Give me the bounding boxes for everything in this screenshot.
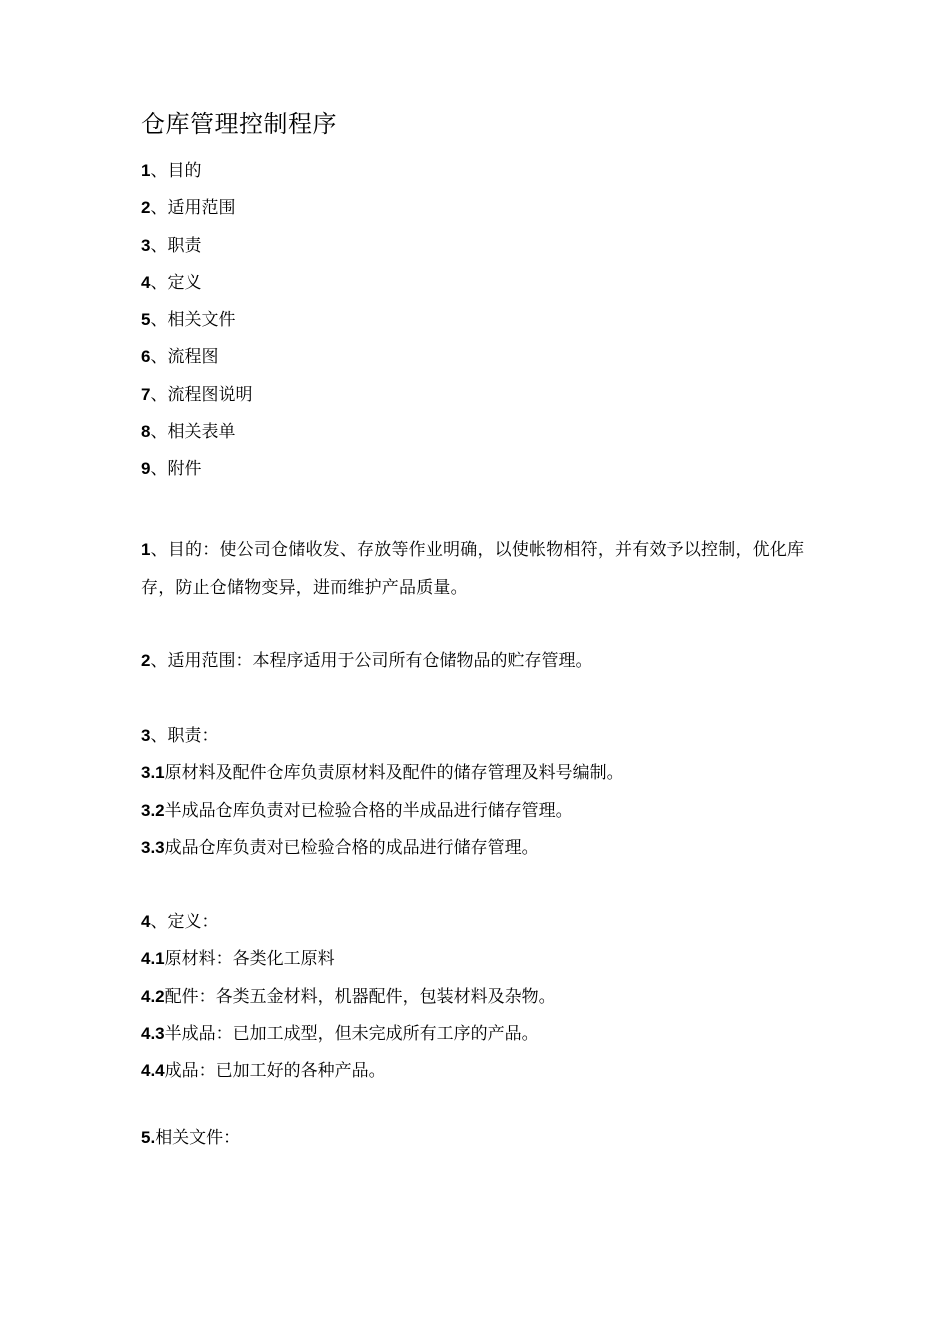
definition-item: [141, 1056, 841, 1093]
section-number: 3: [141, 726, 151, 745]
section-purpose-paragraph: [141, 531, 831, 607]
item-text: 配件：各类五金材料，机器配件，包装材料及杂物。: [164, 986, 556, 1007]
toc-number: 8: [141, 422, 151, 442]
section-responsibilities: [141, 721, 841, 870]
item-text: 原材料及配件仓库负责原材料及配件的储存管理及料号编制。: [164, 763, 624, 784]
item-text: 成品：已加工好的各种产品。: [164, 1061, 386, 1082]
section-number: 5.: [141, 1128, 156, 1147]
toc-item: [141, 342, 252, 379]
definition-item: [141, 982, 841, 1019]
item-number: 4.1: [141, 949, 165, 969]
section-purpose: [141, 531, 841, 607]
toc-item: [141, 454, 252, 491]
item-number: 4.3: [141, 1023, 165, 1043]
toc-item: [141, 380, 252, 417]
toc-item: [141, 268, 252, 305]
item-text: 半成品：已加工成型，但未完成所有工序的产品。: [164, 1023, 539, 1044]
toc-number: 6: [141, 347, 151, 367]
section-heading: [141, 721, 841, 758]
item-number: 3.1: [141, 763, 165, 783]
item-text: 成品仓库负责对已检验合格的成品进行储存管理。: [164, 837, 539, 858]
section-related-documents: [141, 1123, 841, 1160]
section-heading-text: 、定义：: [150, 912, 219, 932]
section-purpose-text: 、目的：使公司仓储收发、存放等作业明确，以使帐物相符，并有效予以控制，优化库存，防止仓储物变异，进而维护产品质量。: [141, 540, 805, 598]
toc-item: [141, 193, 252, 230]
item-text: 半成品仓库负责对已检验合格的半成品进行储存管理。: [164, 800, 573, 821]
toc-number: 1: [141, 161, 151, 180]
toc-label: 、流程图说明: [150, 384, 253, 405]
section-scope-text: 、适用范围：本程序适用于公司所有仓储物品的贮存管理。: [150, 651, 593, 671]
item-number: 4.4: [141, 1061, 165, 1081]
toc-label: 、流程图: [150, 347, 219, 368]
toc-number: 7: [141, 384, 151, 404]
toc-number: 2: [141, 198, 151, 218]
section-heading-text: 相关文件：: [155, 1128, 241, 1148]
toc-label: 、相关文件: [150, 310, 236, 331]
section-heading: [141, 1123, 841, 1160]
toc-number: 9: [141, 459, 151, 479]
section-number: 4: [141, 912, 151, 931]
toc-label: 、适用范围: [150, 198, 236, 219]
section-definitions: [141, 907, 841, 1093]
toc-item: [141, 156, 252, 193]
toc-label: 、职责: [150, 235, 202, 256]
item-number: 3.2: [141, 800, 165, 820]
toc-label: 、附件: [150, 459, 202, 480]
section-scope: [141, 646, 841, 683]
toc-number: 3: [141, 235, 151, 255]
toc-label: 、相关表单: [150, 422, 236, 443]
responsibility-item: [141, 796, 841, 833]
document-title: 仓库管理控制程序: [141, 110, 337, 138]
toc-item: [141, 231, 252, 268]
item-number: 3.3: [141, 837, 165, 857]
responsibility-item: [141, 758, 841, 795]
toc-label: 、定义: [150, 272, 202, 293]
toc-label: 、目的: [150, 161, 202, 181]
toc-item: [141, 305, 252, 342]
definition-item: [141, 944, 841, 981]
section-scope-line: [141, 646, 841, 683]
toc-number: 4: [141, 272, 151, 292]
section-heading: [141, 907, 841, 944]
item-text: 原材料：各类化工原料: [164, 949, 335, 970]
responsibility-item: [141, 833, 841, 870]
section-number: 2: [141, 651, 151, 670]
section-number: 1: [141, 540, 151, 559]
section-heading-text: 、职责：: [150, 726, 219, 746]
definition-item: [141, 1019, 841, 1056]
table-of-contents: [141, 156, 252, 492]
toc-item: [141, 417, 252, 454]
item-number: 4.2: [141, 986, 165, 1006]
toc-number: 5: [141, 310, 151, 330]
